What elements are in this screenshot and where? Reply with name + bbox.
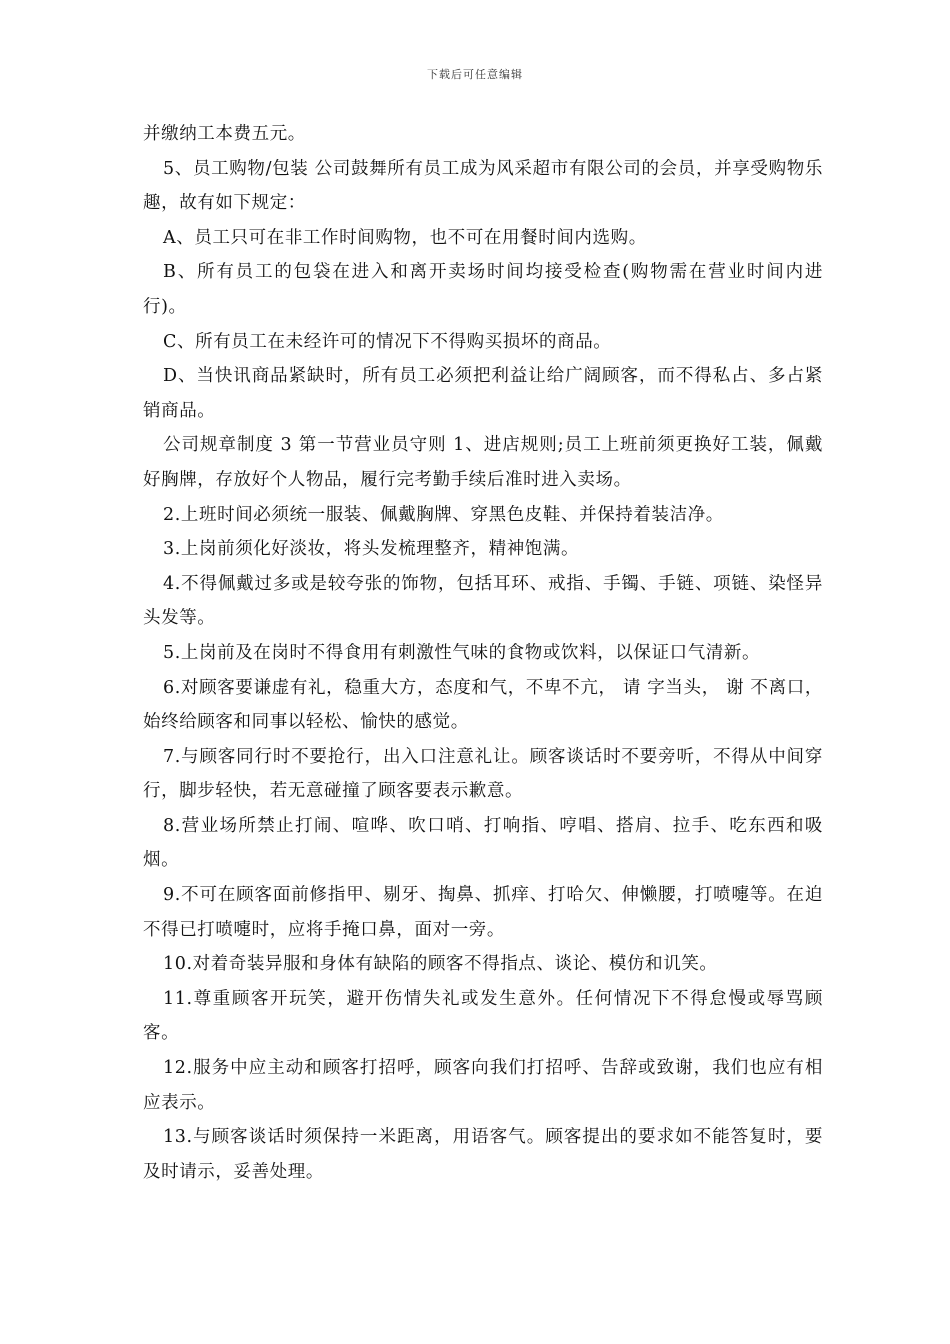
paragraph-item-6: 6.对顾客要谦虚有礼，稳重大方，态度和气，不卑不亢， 请 字当头， 谢 不离口，始终给顾客和同事以轻松、愉快的感觉。 bbox=[143, 677, 823, 733]
paragraph-item-12: 12.服务中应主动和顾客打招呼，顾客向我们打招呼、告辞或致谢，我们也应有相应表示。 bbox=[143, 1058, 823, 1113]
paragraph-item-7: 7.与顾客同行时不要抢行，出入口注意礼让。顾客谈话时不要旁听，不得从中间穿行，脚步轻快，若无意碰撞了顾客要表示歉意。 bbox=[143, 746, 823, 802]
page-header-note: 下载后可任意编辑 bbox=[427, 68, 523, 81]
paragraph-item-3: 3.上岗前须化好淡妆，将头发梳理整齐，精神饱满。 bbox=[163, 539, 580, 560]
paragraph-item-10: 10.对着奇装异服和身体有缺陷的顾客不得指点、谈论、模仿和讥笑。 bbox=[163, 954, 718, 975]
paragraph-rule-b: B、所有员工的包袋在进入和离开卖场时间均接受检查(购物需在营业时间内进行)。 bbox=[143, 262, 823, 317]
paragraph-item-4: 4.不得佩戴过多或是较夸张的饰物，包括耳环、戒指、手镯、手链、项链、染怪异头发等。 bbox=[143, 573, 823, 629]
paragraph-item-5: 5.上岗前及在岗时不得食用有刺激性气味的食物或饮料，以保证口气清新。 bbox=[163, 642, 761, 663]
paragraph-item-2: 2.上班时间必须统一服装、佩戴胸牌、穿黑色皮鞋、并保持着装洁净。 bbox=[163, 504, 724, 525]
paragraph-rule-c: C、所有员工在未经许可的情况下不得购买损坏的商品。 bbox=[163, 331, 612, 352]
paragraph-rule-d: D、当快讯商品紧缺时，所有员工必须把利益让给广阔顾客，而不得私占、多占紧销商品。 bbox=[143, 366, 823, 421]
paragraph-fee: 并缴纳工本费五元。 bbox=[143, 124, 306, 144]
paragraph-item-11: 11.尊重顾客开玩笑，避开伤情失礼或发生意外。任何情况下不得怠慢或辱骂顾客。 bbox=[143, 988, 823, 1044]
paragraph-rule-a: A、员工只可在非工作时间购物，也不可在用餐时间内选购。 bbox=[163, 227, 647, 248]
paragraph-section-intro: 公司规章制度 3 第一节营业员守则 1、进店规则;员工上班前须更换好工装，佩戴好胸牌，存放好个人物品，履行完考勤手续后准时进入卖场。 bbox=[143, 435, 823, 490]
paragraph-item-9: 9.不可在顾客面前修指甲、剔牙、掏鼻、抓痒、打哈欠、伸懒腰，打喷嚏等。在迫不得已打喷嚏时，应将手掩口鼻，面对一旁。 bbox=[143, 885, 823, 940]
paragraph-item-13: 13.与顾客谈话时须保持一米距离，用语客气。顾客提出的要求如不能答复时，要及时请示，妥善处理。 bbox=[143, 1127, 823, 1182]
paragraph-item-8: 8.营业场所禁止打闹、喧哗、吹口哨、打响指、哼唱、搭肩、拉手、吃东西和吸烟。 bbox=[143, 815, 823, 871]
paragraph-staff-shopping: 5、员工购物/包装 公司鼓舞所有员工成为风采超市有限公司的会员，并享受购物乐趣，故有如下规定： bbox=[143, 158, 823, 214]
document-body bbox=[143, 117, 823, 1189]
